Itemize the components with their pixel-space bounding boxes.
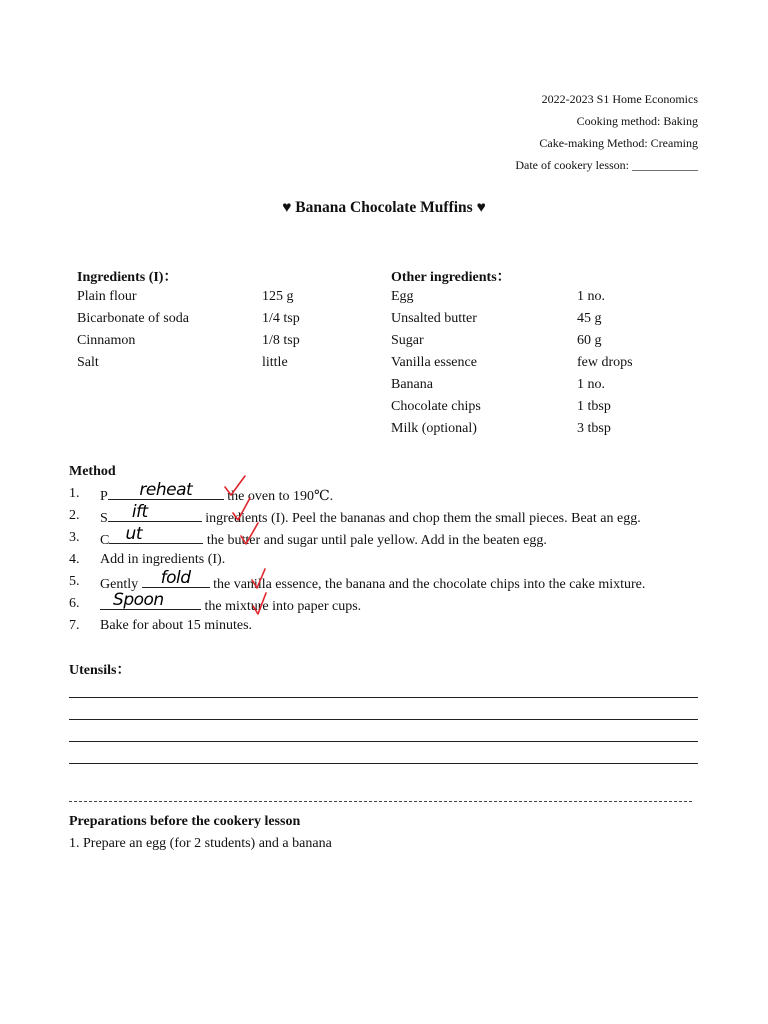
step-text: the butter and sugar until pale yellow. Add in the beaten egg. [203,533,547,548]
answer-blank[interactable] [109,524,203,544]
step-number: 3. [69,530,80,545]
handwritten-answer: fold [160,568,191,588]
step-text: ingredients (I). Peel the bananas and chop them the small pieces. Beat an egg. [201,511,641,526]
ingredient-name: Banana [391,377,433,392]
ingredient-qty: 60 g [577,333,602,348]
step-number: 7. [69,618,80,633]
ingredient-name: Cinnamon [77,333,136,348]
answer-blank[interactable] [100,590,201,610]
step-text: the mixture into paper cups. [201,599,362,614]
ingredient-name: Bicarbonate of soda [77,311,189,326]
step-prefix: Gently [100,577,142,592]
handwritten-answer: reheat [139,480,193,500]
step-number: 4. [69,552,80,567]
ingredient-name: Egg [391,289,414,304]
ingredient-name: Vanilla essence [391,355,477,370]
answer-blank[interactable] [142,568,210,588]
method-step-7: Bake for about 15 minutes. [100,618,253,633]
ingredient-name: Sugar [391,333,424,348]
method-step-3 [100,524,547,549]
ingredient-qty: 125 g [262,289,294,304]
answer-blank[interactable] [108,480,224,500]
ingredient-qty: little [262,355,288,370]
preparation-item: 1. Prepare an egg (for 2 students) and a banana [69,836,332,851]
utensils-answer-line[interactable] [69,763,698,764]
other-ingredients-heading: Other ingredients： [391,270,511,285]
step-number: 5. [69,574,80,589]
method-step-6 [100,590,362,615]
ingredient-qty: 1/8 tsp [262,333,300,348]
utensils-answer-line[interactable] [69,719,698,720]
section-divider [69,801,692,802]
ingredient-qty: 1 no. [577,289,605,304]
utensils-heading: Utensils： [69,663,131,678]
utensils-answer-line[interactable] [69,741,698,742]
page-title: ♥ Banana Chocolate Muffins ♥ [282,199,486,216]
ingredient-qty: few drops [577,355,633,370]
ingredient-qty: 1 tbsp [577,399,611,414]
ingredient-qty: 45 g [577,311,602,326]
ingredient-name: Unsalted butter [391,311,477,326]
method-step-2 [100,502,641,527]
header-year-subject: 2022-2023 S1 Home Economics [541,92,698,106]
step-text: the vanilla essence, the banana and the chocolate chips into the cake mixture. [209,577,646,592]
header-date-line [515,158,698,173]
header-cooking-method: Cooking method: Baking [576,114,698,128]
correct-tick-icon [238,520,262,548]
step-prefix: S [100,511,108,526]
ingredient-name: Salt [77,355,99,370]
header-date-label: Date of cookery lesson: [515,158,632,172]
method-heading: Method [69,464,116,479]
header-cake-method: Cake-making Method: Creaming [539,136,698,150]
method-step-5 [100,568,646,593]
step-number: 2. [69,508,80,523]
handwritten-answer: ut [125,524,143,544]
preparations-heading: Preparations before the cookery lesson [69,814,301,829]
step-number: 1. [69,486,80,501]
correct-tick-icon [251,590,269,618]
ingredient-qty: 1 no. [577,377,605,392]
ingredient-name: Plain flour [77,289,137,304]
step-prefix: C [100,533,110,548]
method-step-4: Add in ingredients (I). [100,552,226,567]
ingredient-qty: 1/4 tsp [262,311,300,326]
step-prefix: P [100,489,108,504]
step-text: the oven to 190℃. [223,489,334,504]
ingredient-name: Chocolate chips [391,399,481,414]
handwritten-answer: Spoon [113,590,164,610]
ingredient-name: Milk (optional) [391,421,477,436]
header-date-blank: ___________ [632,158,698,172]
ingredient-qty: 3 tbsp [577,421,611,436]
step-number: 6. [69,596,80,611]
correct-tick-icon [250,566,268,592]
ingredients-1-heading: Ingredients (I)： [77,270,178,285]
utensils-answer-line[interactable] [69,697,698,698]
handwritten-answer: ift [131,502,148,522]
correct-tick-icon [230,495,254,523]
answer-blank[interactable] [108,502,202,522]
